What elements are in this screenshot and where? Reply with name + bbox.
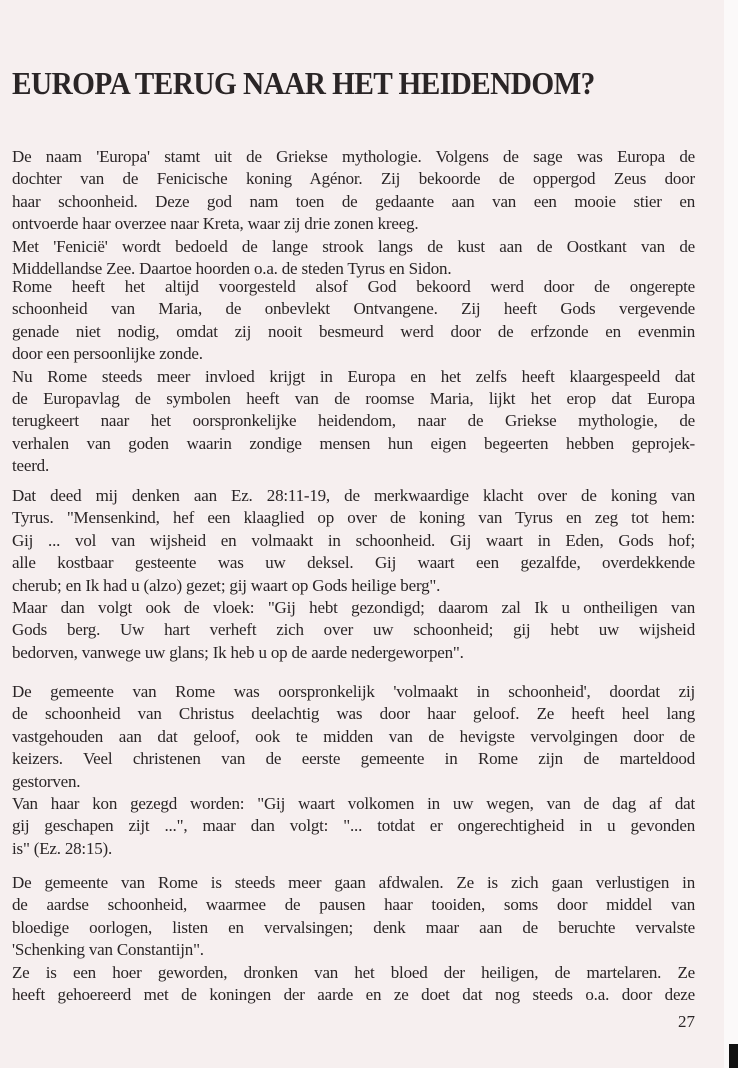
text-line: schoonheid van Maria, de onbevlekt Ontvangene. Zij heeft Gods vergevende xyxy=(12,299,695,319)
text-line: door een persoonlijke zonde. xyxy=(12,344,203,364)
text-line: De naam 'Europa' stamt uit de Griekse mythologie. Volgens de sage was Europa de xyxy=(12,147,695,166)
paragraph-europa-myth xyxy=(12,146,695,280)
paragraph-ezekiel-tyrus xyxy=(12,485,695,664)
text-line: vastgehouden aan dat geloof, ook te midden van de hevigste vervolgingen door de xyxy=(12,726,695,746)
text-line: Met 'Fenicië' wordt bedoeld de lange strook langs de kust aan de Oostkant van de xyxy=(12,236,695,256)
text-line: Rome heeft het altijd voorgesteld alsof God bekoord werd door de ongerepte xyxy=(12,277,695,296)
text-line: de Europavlag de symbolen heeft van de roomse Maria, lijkt het erop dat Europa xyxy=(12,388,695,408)
text-line: haar schoonheid. Deze god nam toen de gedaante aan van een mooie stier en xyxy=(12,191,695,211)
page-number: 27 xyxy=(678,1012,695,1031)
text-line: bedorven, vanwege uw glans; Ik heb u op de aarde nedergeworpen". xyxy=(12,642,464,662)
text-line: teerd. xyxy=(12,456,50,476)
text-line: gij geschapen zijt ...", maar dan volgt: "... totdat er ongerechtigheid in u gevonden xyxy=(12,816,695,836)
text-line: alle kostbaar gesteente was uw deksel. Gij waart een gezalfde, overdekkende xyxy=(12,553,695,573)
text-line: Dat deed mij denken aan Ez. 28:11-19, de merkwaardige klacht over de koning van xyxy=(12,486,695,505)
text-line: De gemeente van Rome was oorspronkelijk 'volmaakt in schoonheid', doordat zij xyxy=(12,682,695,701)
text-line: bloedige oorlogen, listen en vervalsingen; denk maar aan de beruchte vervalste xyxy=(12,917,695,937)
text-line: Tyrus. "Mensenkind, hef een klaaglied op over de koning van Tyrus en zeg tot hem: xyxy=(12,508,695,528)
text-line: terugkeert naar het oorspronkelijke heidendom, naar de Griekse mythologie, de xyxy=(12,411,695,431)
text-line: Gods berg. Uw hart verheft zich over uw schoonheid; gij hebt uw wijsheid xyxy=(12,620,695,640)
text-line: keizers. Veel christenen van de eerste gemeente in Rome zijn de marteldood xyxy=(12,749,695,769)
text-line: cherub; en Ik had u (alzo) gezet; gij waart op Gods heilige berg". xyxy=(12,575,441,595)
text-line: Van haar kon gezegd worden: "Gij waart volkomen in uw wegen, van de dag af dat xyxy=(12,793,695,813)
text-line: verhalen van goden waarin zondige mensen hun eigen begeerten hebben geprojek- xyxy=(12,433,695,453)
text-line: Ze is een hoer geworden, dronken van het bloed der heiligen, de martelaren. Ze xyxy=(12,962,695,982)
text-line: ontvoerde haar overzee naar Kreta, waar zij drie zonen kreeg. xyxy=(12,214,419,234)
text-line: De gemeente van Rome is steeds meer gaan afdwalen. Ze is zich gaan verlustigen in xyxy=(12,873,695,892)
scan-edge-mark xyxy=(729,1044,738,1068)
paragraph-afdwalen xyxy=(12,872,695,1006)
text-line: gestorven. xyxy=(12,771,81,791)
text-line: Middellandse Zee. Daartoe hoorden o.a. de steden Tyrus en Sidon. xyxy=(12,258,452,278)
text-line: Maar dan volgt ook de vloek: "Gij hebt gezondigd; daarom zal Ik u ontheiligen van xyxy=(12,597,695,617)
page-title: EUROPA TERUG NAAR HET HEIDENDOM? xyxy=(12,66,595,101)
text-line: Nu Rome steeds meer invloed krijgt in Europa en het zelfs heeft klaargespeeld dat xyxy=(12,366,695,386)
text-line: de aardse schoonheid, waarmee de pausen haar tooiden, soms door middel van xyxy=(12,895,695,915)
text-line: genade niet nodig, omdat zij nooit besmeurd werd door de erfzonde en evenmin xyxy=(12,321,695,341)
paragraph-rome-maria xyxy=(12,276,695,478)
page-edge xyxy=(724,0,738,1068)
text-line: heeft gehoereerd met de koningen der aarde en ze doet dat nog steeds o.a. door deze xyxy=(12,984,695,1004)
text-line: dochter van de Fenicische koning Agénor. Zij bekoorde de oppergod Zeus door xyxy=(12,169,695,189)
text-line: is" (Ez. 28:15). xyxy=(12,838,113,858)
text-line: 'Schenking van Constantijn". xyxy=(12,940,204,960)
text-line: de schoonheid van Christus deelachtig was door haar geloof. Ze heeft heel lang xyxy=(12,704,695,724)
paragraph-gemeente-rome xyxy=(12,681,695,860)
text-line: Gij ... vol van wijsheid en volmaakt in schoonheid. Gij waart in Eden, Gods hof; xyxy=(12,530,695,550)
